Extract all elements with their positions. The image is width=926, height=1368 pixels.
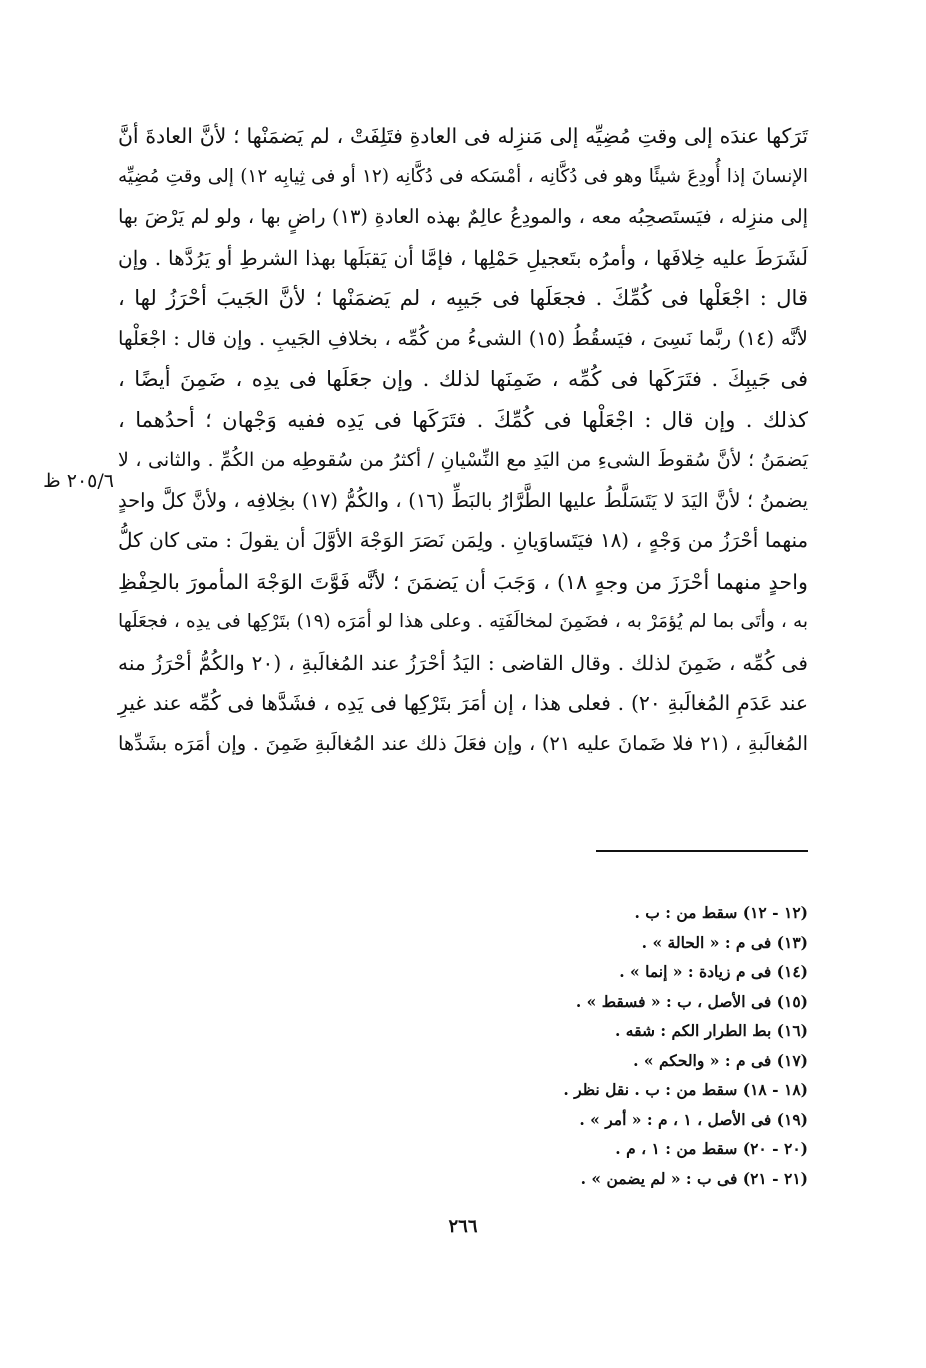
text-line: يَضمَنُ ؛ لأنَّ سُقوطَ الشىءِ من اليَدِ مع النِّسْيانِ / أكثرُ من سُقوطِه من الكُمِّ . والثانى ، لا: [118, 449, 808, 471]
margin-folio-reference: ٢٠٥/٦ ظ: [43, 470, 114, 492]
footnote: (١٤) فى م زيادة : « إنما » .: [619, 962, 808, 981]
text-line: فى كُمِّه ، ضَمِنَ لذلك . وقال القاضى : اليَدُ أحْرَزُ عند المُغالَبةِ ، (٢٠ والكُمُّ أحْرَزُ منه: [118, 650, 808, 675]
text-line: لأنَّه (١٤) ربَّما نَسِىَ ، فيَسقُطُ (١٥) الشىءُ من كُمِّه ، بخلافِ الجَيبِ . وإن قال : اجْعَلْها: [118, 326, 808, 350]
text-line: تَرَكها عندَه إلى وقتِ مُضِيِّه إلى مَنزِله فى العادةِ فتَلِفَتْ ، لم يَضمَنْها ؛ لأنَّ العادةَ أنَّ: [118, 124, 808, 148]
footnote: (١٩) فى الأصل ، ١ ، م : « أمر » .: [579, 1109, 808, 1129]
text-line: كذلك . وإن قال : اجْعَلْها فى كُمِّكَ . فتَرَكَها فى يَدِه ففيه وَجْهان ؛ أحدُهما ،: [118, 407, 808, 432]
text-line: لَشَرَطَ عليه خِلافَها ، وأمرُه بتَعجيلِ حَمْلِها ، فإمَّا أن يَقبَلَها بهذا الشرطِ أو يَرُدَّها . وإن: [118, 245, 808, 270]
text-line: الإنسانَ إذا أُودِعَ شيئًا وهو فى دُكَّانِه ، أمْسَكه فى دُكَّانِه (١٢ أو فى ثِيابِه ١٢) إلى وقتِ مُضِيِّه: [118, 165, 808, 187]
footnote: (٢٠ - ٢٠) سقط من : ١ ، م .: [615, 1139, 808, 1158]
text-line: عند عَدَمِ المُغالَبةِ ٢٠) . فعلى هذا ، إن أمَرَ بتَرْكِها فى يَدِه ، فشَدَّها فى كُمِّه عند غيرِ: [118, 691, 809, 715]
footnote: (١٨ - ١٨) سقط من : ب . نقل نظر .: [563, 1080, 808, 1099]
text-line: قال : اجْعَلْها فى كُمِّكَ . فجعَلَها فى جَيبِه ، لم يَضمَنْها ؛ لأنَّ الجَيبَ أحْرَزُ لها ،: [118, 286, 808, 310]
footnote-separator: [596, 850, 808, 852]
main-text: [118, 116, 808, 764]
footnote: (١٢ - ١٢) سقط من : ب .: [634, 903, 808, 922]
text-line: به ، وأتَى بما لم يُؤمَرْ به ، فضَمِنَ لمخالَفَتِه . وعلى هذا لو أمَرَه (١٩) بتَرْكِها فى يدِه ، فجعَلَها: [118, 611, 808, 632]
text-line: إلى منزِله ، فيَستَصحِبُه معه ، والمودِعُ عالِمٌ بهذه العادةِ (١٣) راضٍ بها ، ولو لم يَرْضَ بها: [118, 205, 808, 228]
text-line: المُغالَبةِ ، (٢١ فلا ضَمانَ عليه ٢١) ، وإن فعَلَ ذلك عند المُغالَبةِ ضَمِنَ . وإن أمَرَه بشَدِّها: [118, 731, 809, 755]
footnote: (١٦) بط الطرار الكم : شقه .: [615, 1021, 808, 1040]
text-line: فى جَيبِكَ . فتَرَكَها فى كُمِّه ، ضَمِنَها لذلك . وإن جعَلَها فى يدِه ، ضَمِنَ أيضًا ،: [118, 367, 808, 391]
footnote: (٢١ - ٢١) فى ب : « لم يضمن » .: [580, 1168, 808, 1188]
text-line: منهما أحْرَزُ من وَجْهٍ ، (١٨ فيَتَساوَيانِ . ولِمَن نَصَرَ الوَجْهَ الأوَّلَ أن يقولَ : متى كان كلُّ: [118, 529, 808, 552]
footnote: (١٥) فى الأصل ، ب : « فسقط » .: [575, 991, 808, 1011]
footnote: (١٣) فى م : « الحالة » .: [641, 932, 808, 952]
text-line: يضمنُ ؛ لأنَّ اليَدَ لا يَتَسَلَّطُ عليها الطَّرَّارُ بالبَطِّ (١٦) ، والكُمُّ (١٧) بخِلافِه ، ولأنَّ كلَّ واحدٍ: [118, 488, 808, 512]
footnotes: [388, 898, 808, 1193]
footnote: (١٧) فى م : « والحكم » .: [633, 1050, 808, 1070]
page-number: ٢٦٦: [448, 1216, 478, 1237]
text-line: واحدٍ منهما أحْرَزَ من وجهٍ ١٨) ، وَجَبَ أن يَضمَنَ ؛ لأنَّه فَوَّتَ الوَجْهَ المأمورَ بالحِفْظِ: [118, 569, 808, 594]
